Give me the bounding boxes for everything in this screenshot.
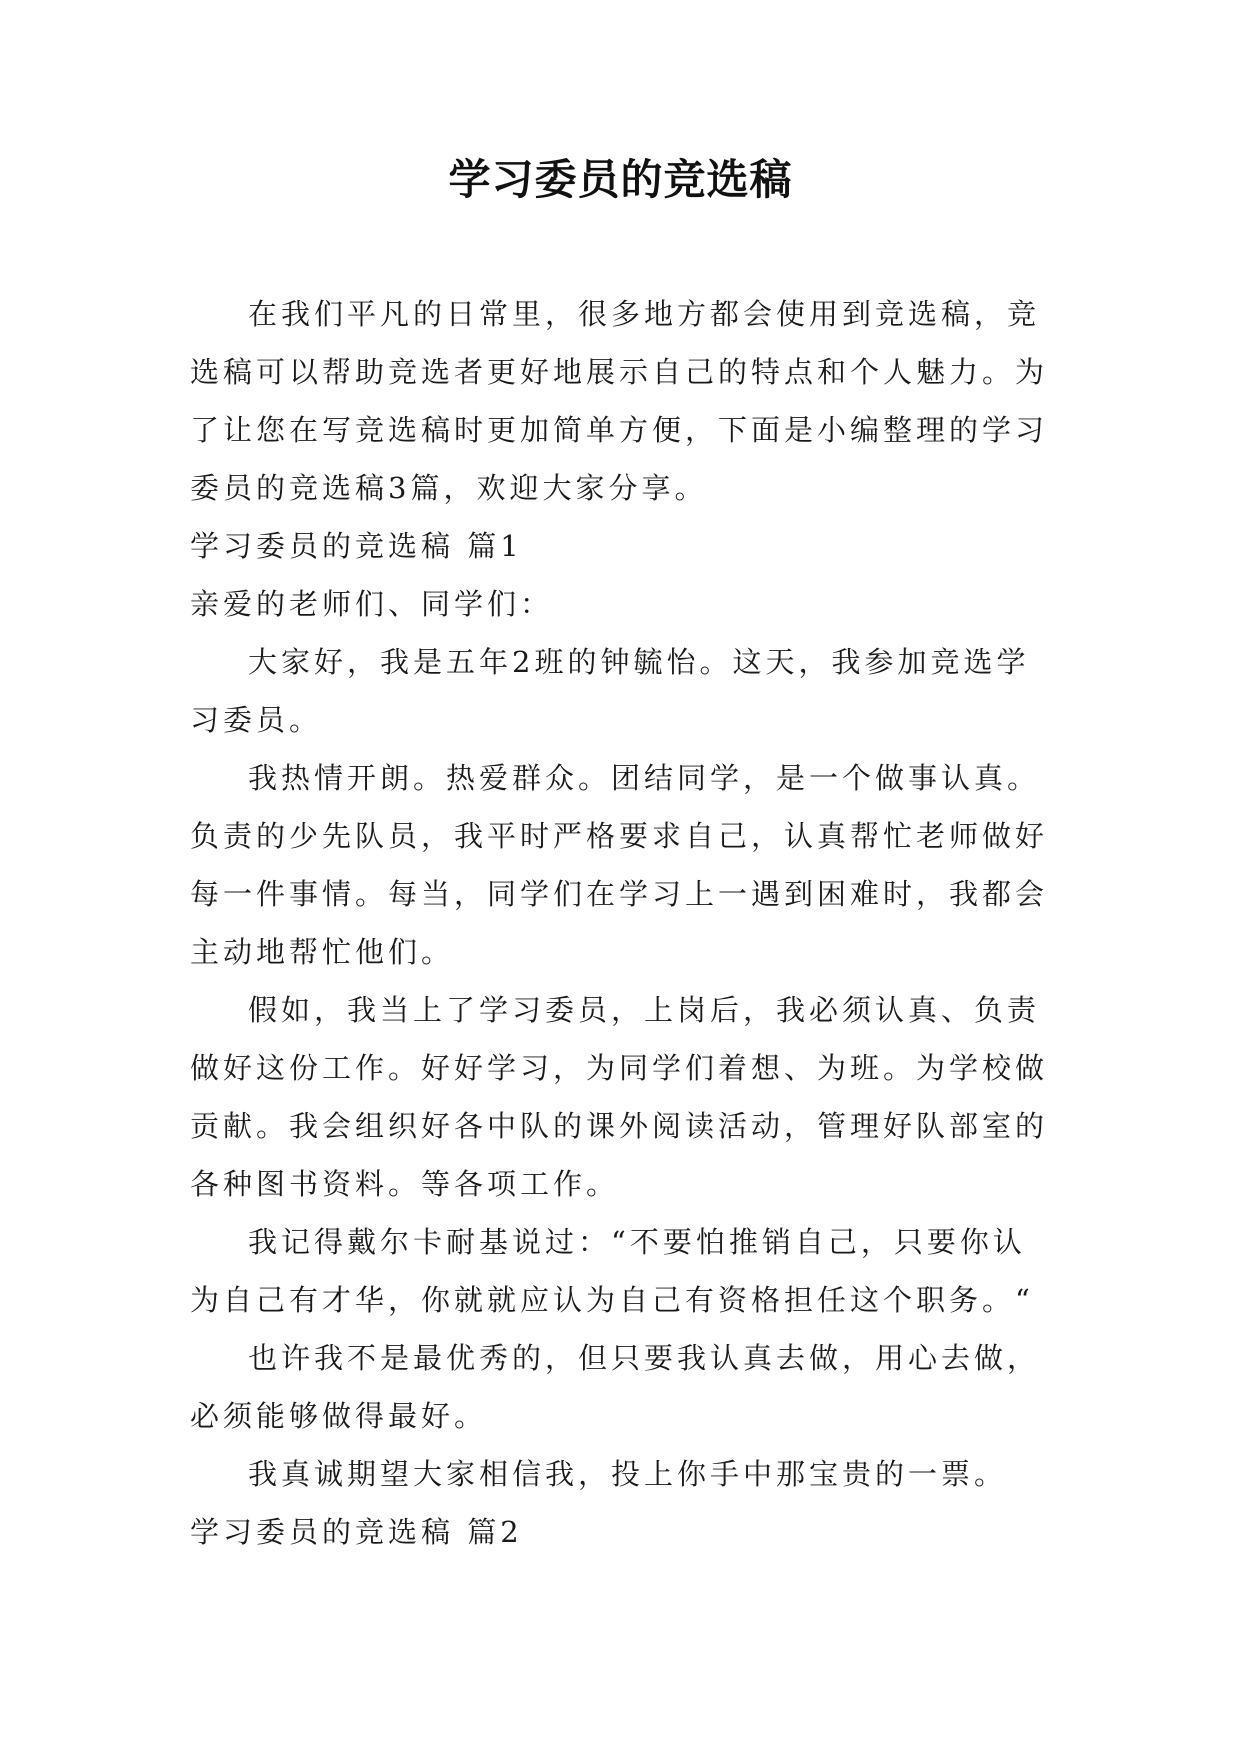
body-paragraph: 我热情开朗。热爱群众。团结同学，是一个做事认真。负责的少先队员，我平时严格要求自己，认真帮忙老师做好每一件事情。每当，同学们在学习上一遇到困难时，我都会主动地帮忙他们。 [190,761,1049,969]
section-heading-2: 学习委员的竞选稿 篇2 [190,1515,523,1549]
section-heading-1: 学习委员的竞选稿 篇1 [190,529,523,563]
body-paragraph: 我记得戴尔卡耐基说过：“不要怕推销自己，只要你认为自己有才华，你就就应认为自己有资格担任这个职务。“ [190,1225,1034,1317]
body-paragraph: 假如，我当上了学习委员，上岗后，我必须认真、负责做好这份工作。好好学习，为同学们着想、为班。为学校做贡献。我会组织好各中队的课外阅读活动，管理好队部室的各种图书资料。等各项工作。 [190,993,1049,1201]
intro-paragraph: 在我们平凡的日常里，很多地方都会使用到竞选稿，竞选稿可以帮助竞选者更好地展示自己的特点和个人魅力。为了让您在写竞选稿时更加简单方便，下面是小编整理的学习委员的竞选稿3篇，欢迎大家分享。 [190,297,1049,505]
document-title: 学习委员的竞选稿 [448,155,793,204]
document-body [190,285,1050,1561]
body-paragraph: 大家好，我是五年2班的钟毓怡。这天，我参加竞选学习委员。 [190,645,1030,737]
body-paragraph: 也许我不是最优秀的，但只要我认真去做，用心去做，必须能够做得最好。 [190,1341,1041,1433]
salutation: 亲爱的老师们、同学们： [190,587,554,621]
body-paragraph: 我真诚期望大家相信我，投上你手中那宝贵的一票。 [248,1457,1008,1491]
